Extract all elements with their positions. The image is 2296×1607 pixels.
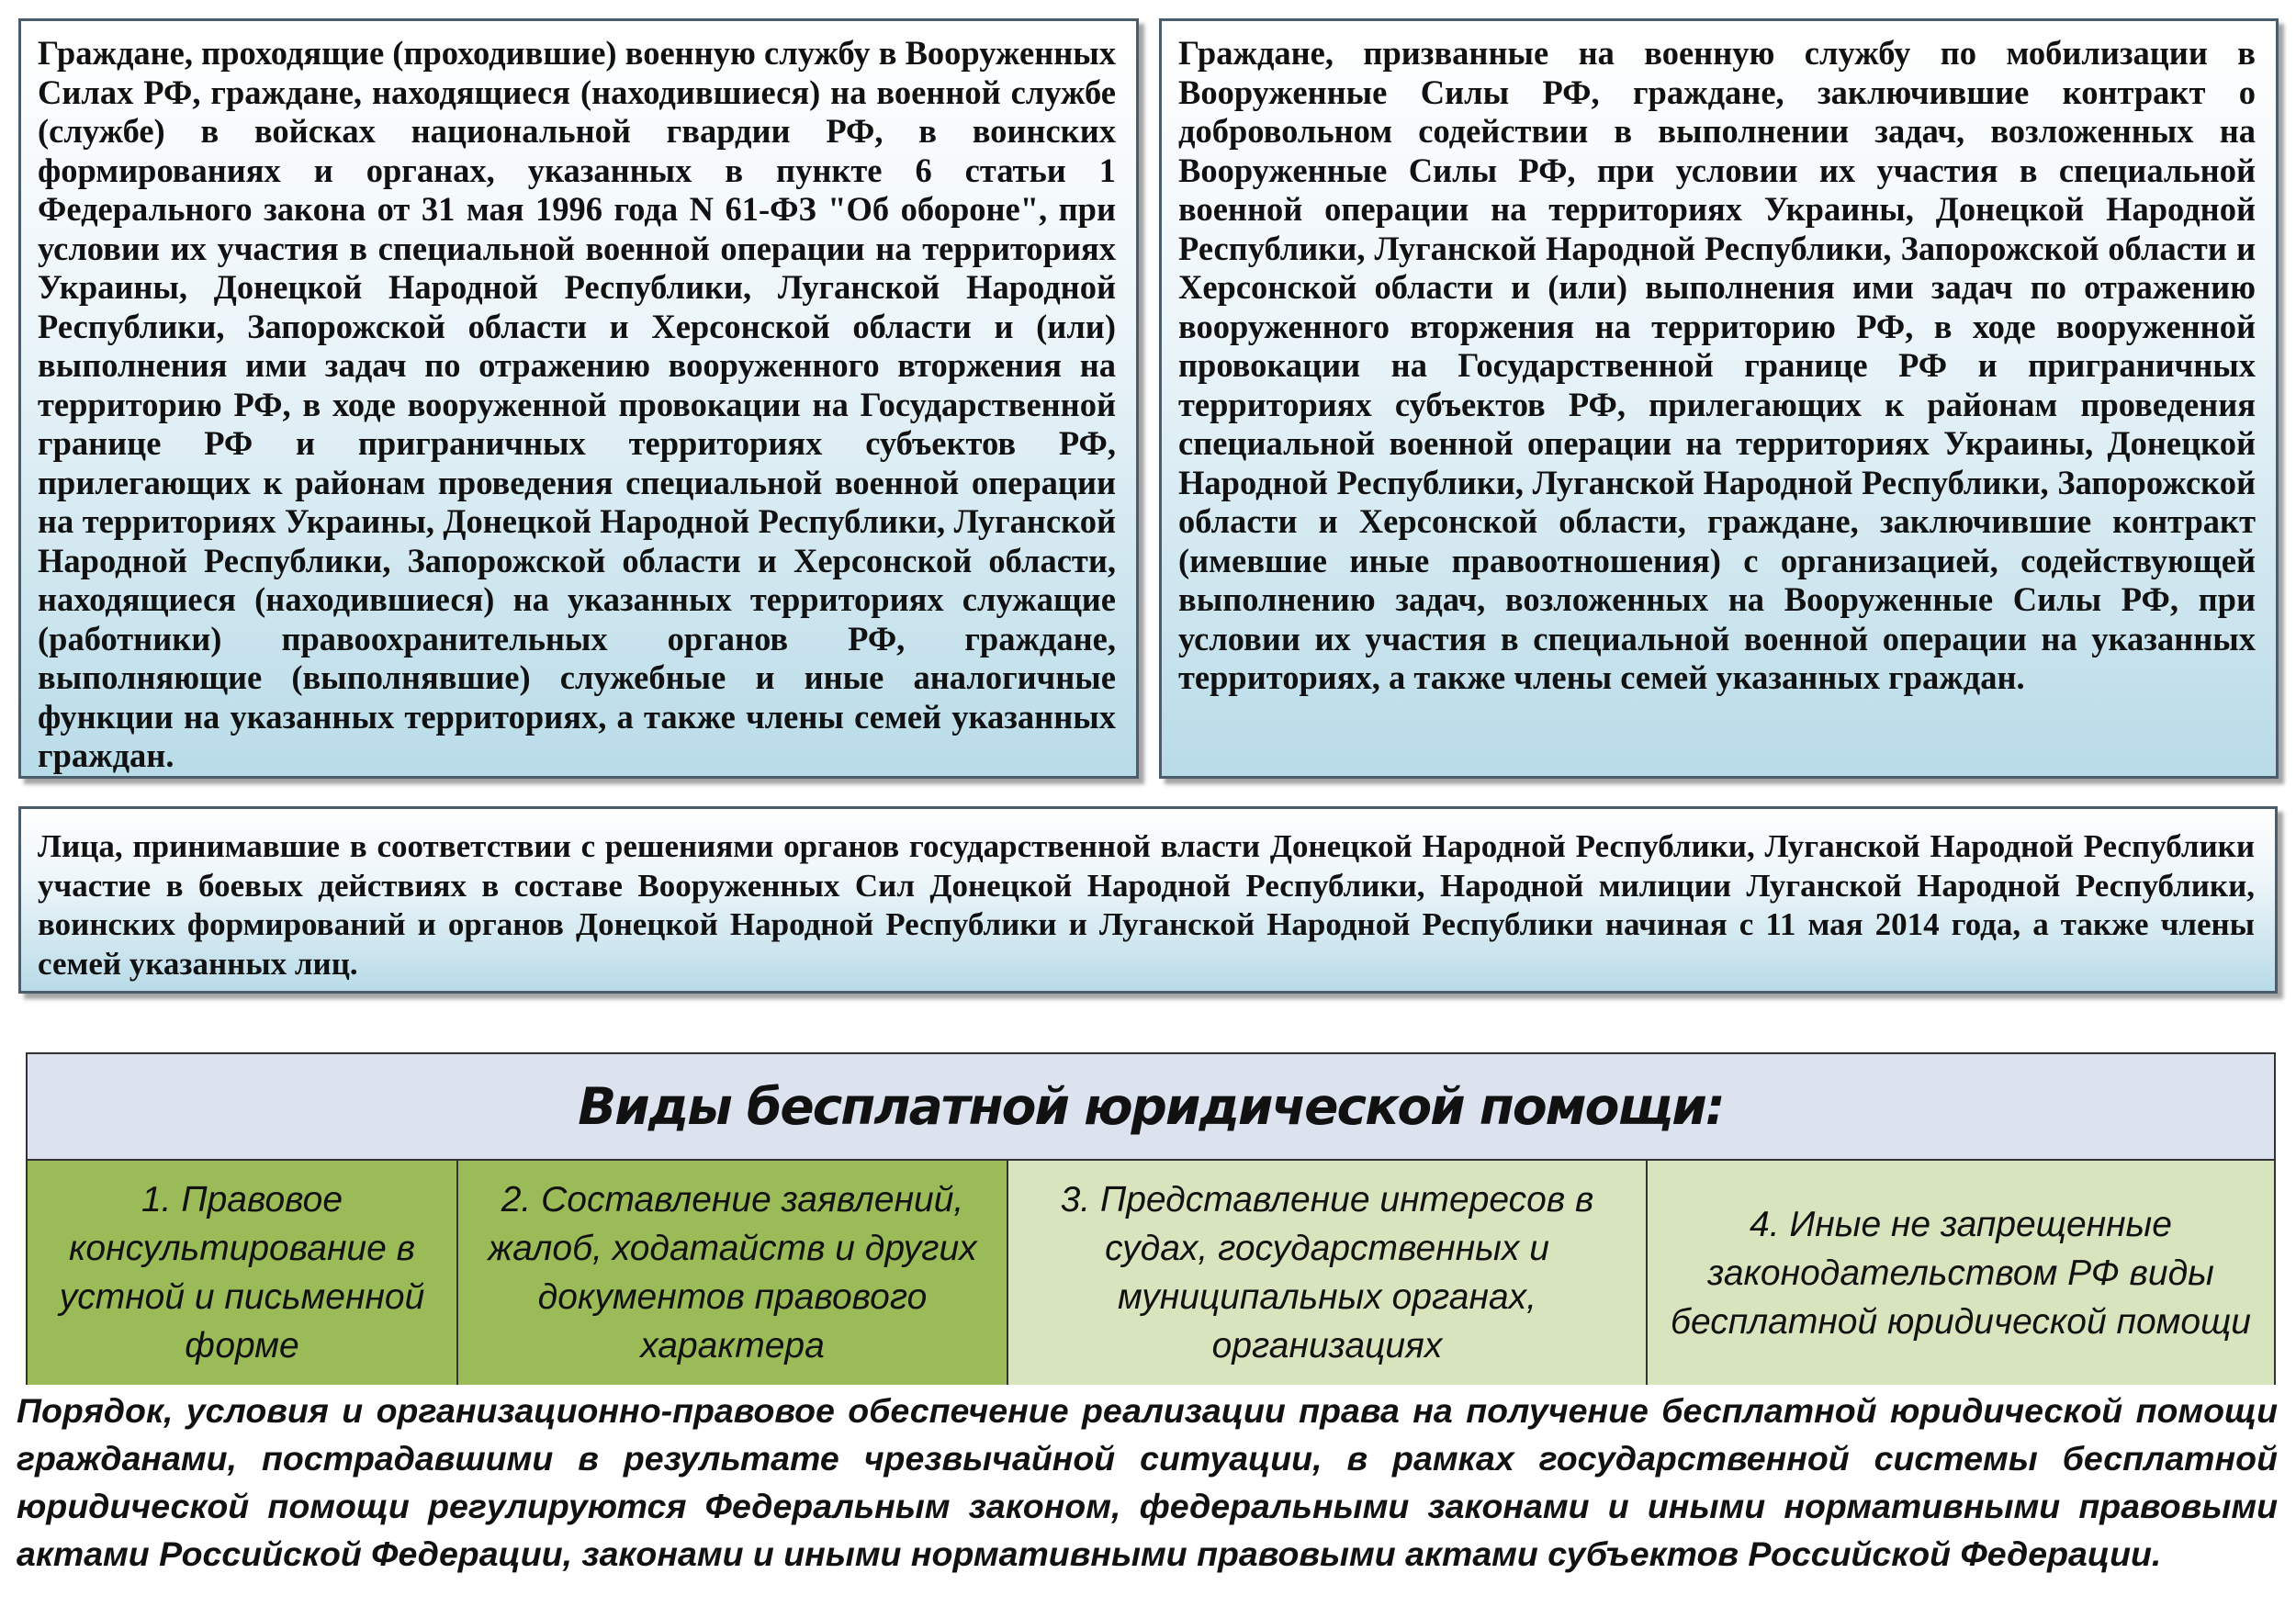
eligible-category-box-mobilized xyxy=(1159,18,2279,779)
help-types-table xyxy=(26,1052,2276,1385)
footer-paragraph: Порядок, условия и организационно-правовое обеспечение реализации права на получение бесплатной юридической помощи гражданами, пострадавшими в результате чрезвычайной ситуации, в рамках государственной системы бесплатной юридической помощи регулируются Федеральным законом, федеральными законами и иными нормативными правовыми актами Российской Федерации, законами и иными нормативными правовыми актами субъектов Российской Федерации. xyxy=(17,1391,2278,1573)
help-types-row xyxy=(28,1161,2274,1385)
help-types-header xyxy=(28,1054,2274,1161)
help-type-label-documents: 2. Составление заявлений, жалоб, ходатайств и других документов правового характера xyxy=(488,1180,977,1365)
help-type-cell-documents xyxy=(458,1161,1008,1385)
eligible-category-text-mobilized: Граждане, призванные на военную службу по мобилизации в Вооруженные Силы РФ, граждане, заключившие контракт о добровольном содействии в выполнении задач, возложенных на Вооруженные Силы РФ, при условии их участия в специальной военной операции на территориях Украины, Донецкой Народной Республики, Луганской Народной Республики, Запорожской области и Херсонской области и (или) выполнения ими задач по отражению вооруженного вторжения на территорию РФ, в ходе вооруженной провокации на Государственной границе РФ и приграничных территориях субъектов РФ, прилегающих к районам проведения специальной военной операции на территориях Украины, Донецкой Народной Республики, Луганской Народной Республики, Запорожской области и Херсонской области, граждане, заключившие контракт (имевшие иные правоотношения) с организацией, содействующей выполнению задач, возложенных на Вооруженные Силы РФ, при условии их участия в специальной военной операции на указанных территориях, а также члены семей указанных граждан. xyxy=(1178,34,2256,696)
help-type-cell-other xyxy=(1648,1161,2274,1385)
eligible-category-box-military xyxy=(18,18,1139,779)
eligible-category-box-dnr-lnr xyxy=(18,806,2278,994)
help-type-label-other: 4. Иные не запрещенные законодательством РФ виды бесплатной юридической помощи xyxy=(1671,1204,2251,1342)
help-type-label-representation: 3. Представление интересов в судах, государственных и муниципальных органах, организациях xyxy=(1060,1180,1594,1365)
help-type-cell-representation xyxy=(1008,1161,1648,1385)
eligible-category-text-dnr-lnr: Лица, принимавшие в соответствии с решениями органов государственной власти Донецкой Народной Республики, Луганской Народной Республики участие в боевых действиях в составе Вооруженных Сил Донецкой Народной Республики, Народной милиции Луганской Народной Республики, воинских формирований и органов Донецкой Народной Республики и Луганской Народной Республики начиная с 11 мая 2014 года, а также члены семей указанных лиц. xyxy=(38,828,2255,982)
eligible-category-text-military: Граждане, проходящие (проходившие) военную службу в Вооруженных Силах РФ, граждане, находящиеся (находившиеся) на военной службе (службе) в войсках национальной гвардии РФ, в воинских формированиях и органах, указанных в пункте 6 статьи 1 Федерального закона от 31 мая 1996 года N 61-ФЗ "Об обороне", при условии их участия в специальной военной операции на территориях Украины, Донецкой Народной Республики, Луганской Народной Республики, Запорожской области и Херсонской области и (или) выполнения ими задач по отражению вооруженного вторжения на территорию РФ, в ходе вооруженной провокации на Государственной границе РФ и приграничных территориях субъектов РФ, прилегающих к районам проведения специальной военной операции на территориях Украины, Донецкой Народной Республики, Луганской Народной Республики, Запорожской области и Херсонской области, находящиеся (находившиеся) на указанных территориях служащие (работники) правоохранительных органов РФ, граждане, выполняющие (выполнявшие) служебные и иные аналогичные функции на указанных территориях, а также члены семей указанных граждан. xyxy=(38,34,1116,774)
help-type-cell-consulting xyxy=(28,1161,458,1385)
help-type-label-consulting: 1. Правовое консультирование в устной и письменной форме xyxy=(59,1180,425,1365)
help-types-title: Виды бесплатной юридической помощи: xyxy=(578,1077,1724,1136)
